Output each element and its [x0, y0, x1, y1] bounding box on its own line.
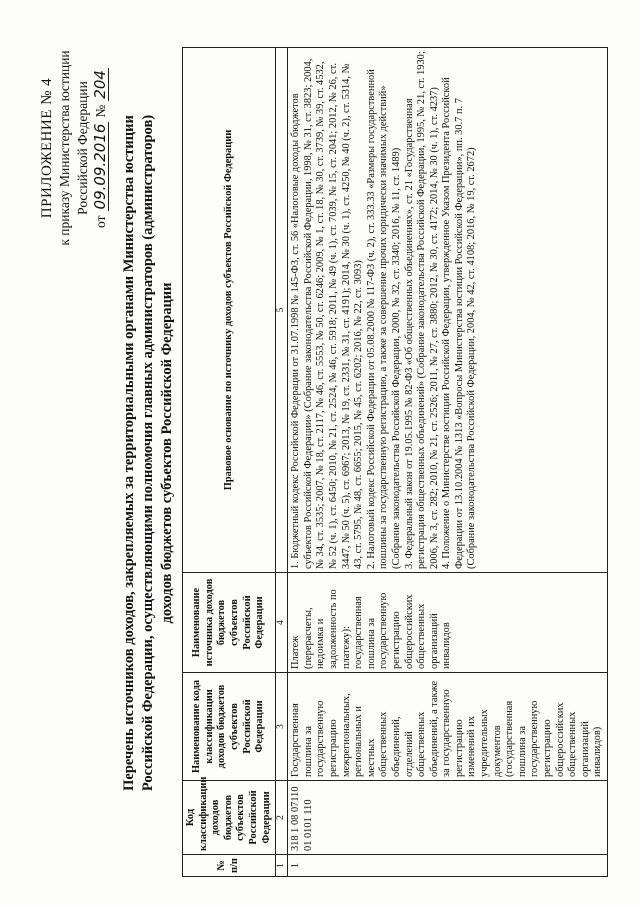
- header-num: № п/п: [183, 855, 276, 877]
- row-source-name: Платеж (перерасчеты, недоимка и задолженность по платежу): государственная пошлина за государственную регистрацию общероссийских общественных организаций инвалидов: [288, 573, 608, 673]
- column-numbers-row: [276, 48, 288, 877]
- appendix-line-1: к приказу Министерства юстиции: [57, 50, 72, 246]
- handwritten-date: 09.09.2016: [91, 123, 109, 210]
- row-code: 318 1 08 07110 01 0101 110: [288, 781, 608, 855]
- row-num: 1: [288, 855, 608, 877]
- header-source-name: Наименование источника доходов бюджетов субъектов Российской Федерации: [183, 573, 276, 673]
- row-legal-basis: [288, 48, 608, 573]
- date-prefix: от: [93, 215, 108, 228]
- column-number: 1: [276, 855, 288, 877]
- header-legal-basis: Правовое основание по источнику доходов субъектов Российской Федерации: [183, 48, 276, 573]
- document-title: Перечень источников доходов, закрепляемых за территориальными органами Министерства юстиции Российской Федерации, осуществляющими полномочия главных администраторов (администраторов) доходов бюджетов субъектов Российской Федерации: [121, 114, 175, 792]
- basis-item: 1. Бюджетный кодекс Российской Федерации от 31.07.1998 № 145-ФЗ, ст. 56 «Налоговые доходы бюджетов субъектов Российской Федерации» (Собрание законодательства Российской Федерации, 1998, № 31, ст. 3823; 2004, № 34, ст. 3535; 2007, № 18, ст. 2117, № 46, ст. 5553, № 50, ст. 6246; 2009, № 1, ст. 18, № 30, ст. 3739, № 39, ст. 4532, № 52 (ч. 1), ст. 6450; 2010, № 21, ст. 2524, № 46, ст. 5918; 2011, № 49 (ч. 1), ст. 7039, № 15, ст. 2041; 2012, № 26, ст. 3447, № 50 (ч. 5), ст. 6967; 2013, № 19, ст. 2331, № 31, ст. 4191); 2014, № 30 (ч. 1), ст. 4250, № 40 (ч. 2), ст. 5314, № 43, ст. 5795, № 48, ст. 6655; 2015, № 45, ст. 6202; 2016, № 22, ст. 3093): [290, 58, 365, 569]
- table-row: [288, 48, 608, 877]
- header-code: Код классификации доходов бюджетов субъектов Российской Федерации: [183, 781, 276, 855]
- number-prefix: №: [93, 104, 108, 118]
- revenue-sources-table: [182, 47, 608, 877]
- appendix-header: [38, 32, 110, 264]
- basis-item: 2. Налоговый кодекс Российской Федерации от 05.08.2000 № 117-ФЗ (ч. 2), ст. 333.33 «Размеры государственной пошлины за государственную регистрацию, а также за совершение прочих юридически значимых действий» (Собрание законодательства Российской Федерации, 2000, № 32, ст. 3340; 2016, № 11, ст. 1489): [365, 69, 402, 569]
- table-header-row: [183, 48, 276, 877]
- column-number: 4: [276, 573, 288, 673]
- handwritten-number: 204: [91, 70, 109, 99]
- column-number: 3: [276, 673, 288, 781]
- row-code-name: Государственная пошлина за государственную регистрацию межрегиональных, региональных и местных общественных объединений, отделений общественных объединений, а также за государственную регистрацию изменений их учредительных документов (государственная пошлина за государственную регистрацию общероссийских общественных организаций инвалидов): [288, 673, 608, 781]
- appendix-title: ПРИЛОЖЕНИЕ № 4: [39, 77, 55, 219]
- basis-item: 4. Положение о Министерстве юстиции Российской Федерации, утвержденное Указом Президента Российской Федерации от 13.10.2004 № 1313 «Вопросы Министерства юстиции Российской Федерации», пп. 30.7 п. 7 (Собрание законодательства Российской Федерации, 2004, № 42, ст. 4108; 2016, № 19, ст. 2672): [441, 77, 478, 569]
- column-number: 2: [276, 781, 288, 855]
- appendix-line-2: Российской Федерации: [75, 81, 90, 215]
- basis-item: 3. Федеральный закон от 19.05.1995 № 82-ФЗ «Об общественных объединениях», ст. 21 «Государственная регистрация общественных объединений» (Собрание законодательства Российской Федерации, 1995, № 21, ст. 1930; 2006, № 3, ст. 282; 2010, № 21, ст. 2526; 2011, № 27, ст. 3880; 2012, № 30, ст. 4172; 2014, № 30 (ч. 1), ст. 4237): [403, 51, 440, 569]
- header-code-name: Наименование кода классификации доходов бюджетов субъектов Российской Федерации: [183, 673, 276, 781]
- appendix-date-line: [92, 32, 110, 264]
- column-number: 5: [276, 48, 288, 573]
